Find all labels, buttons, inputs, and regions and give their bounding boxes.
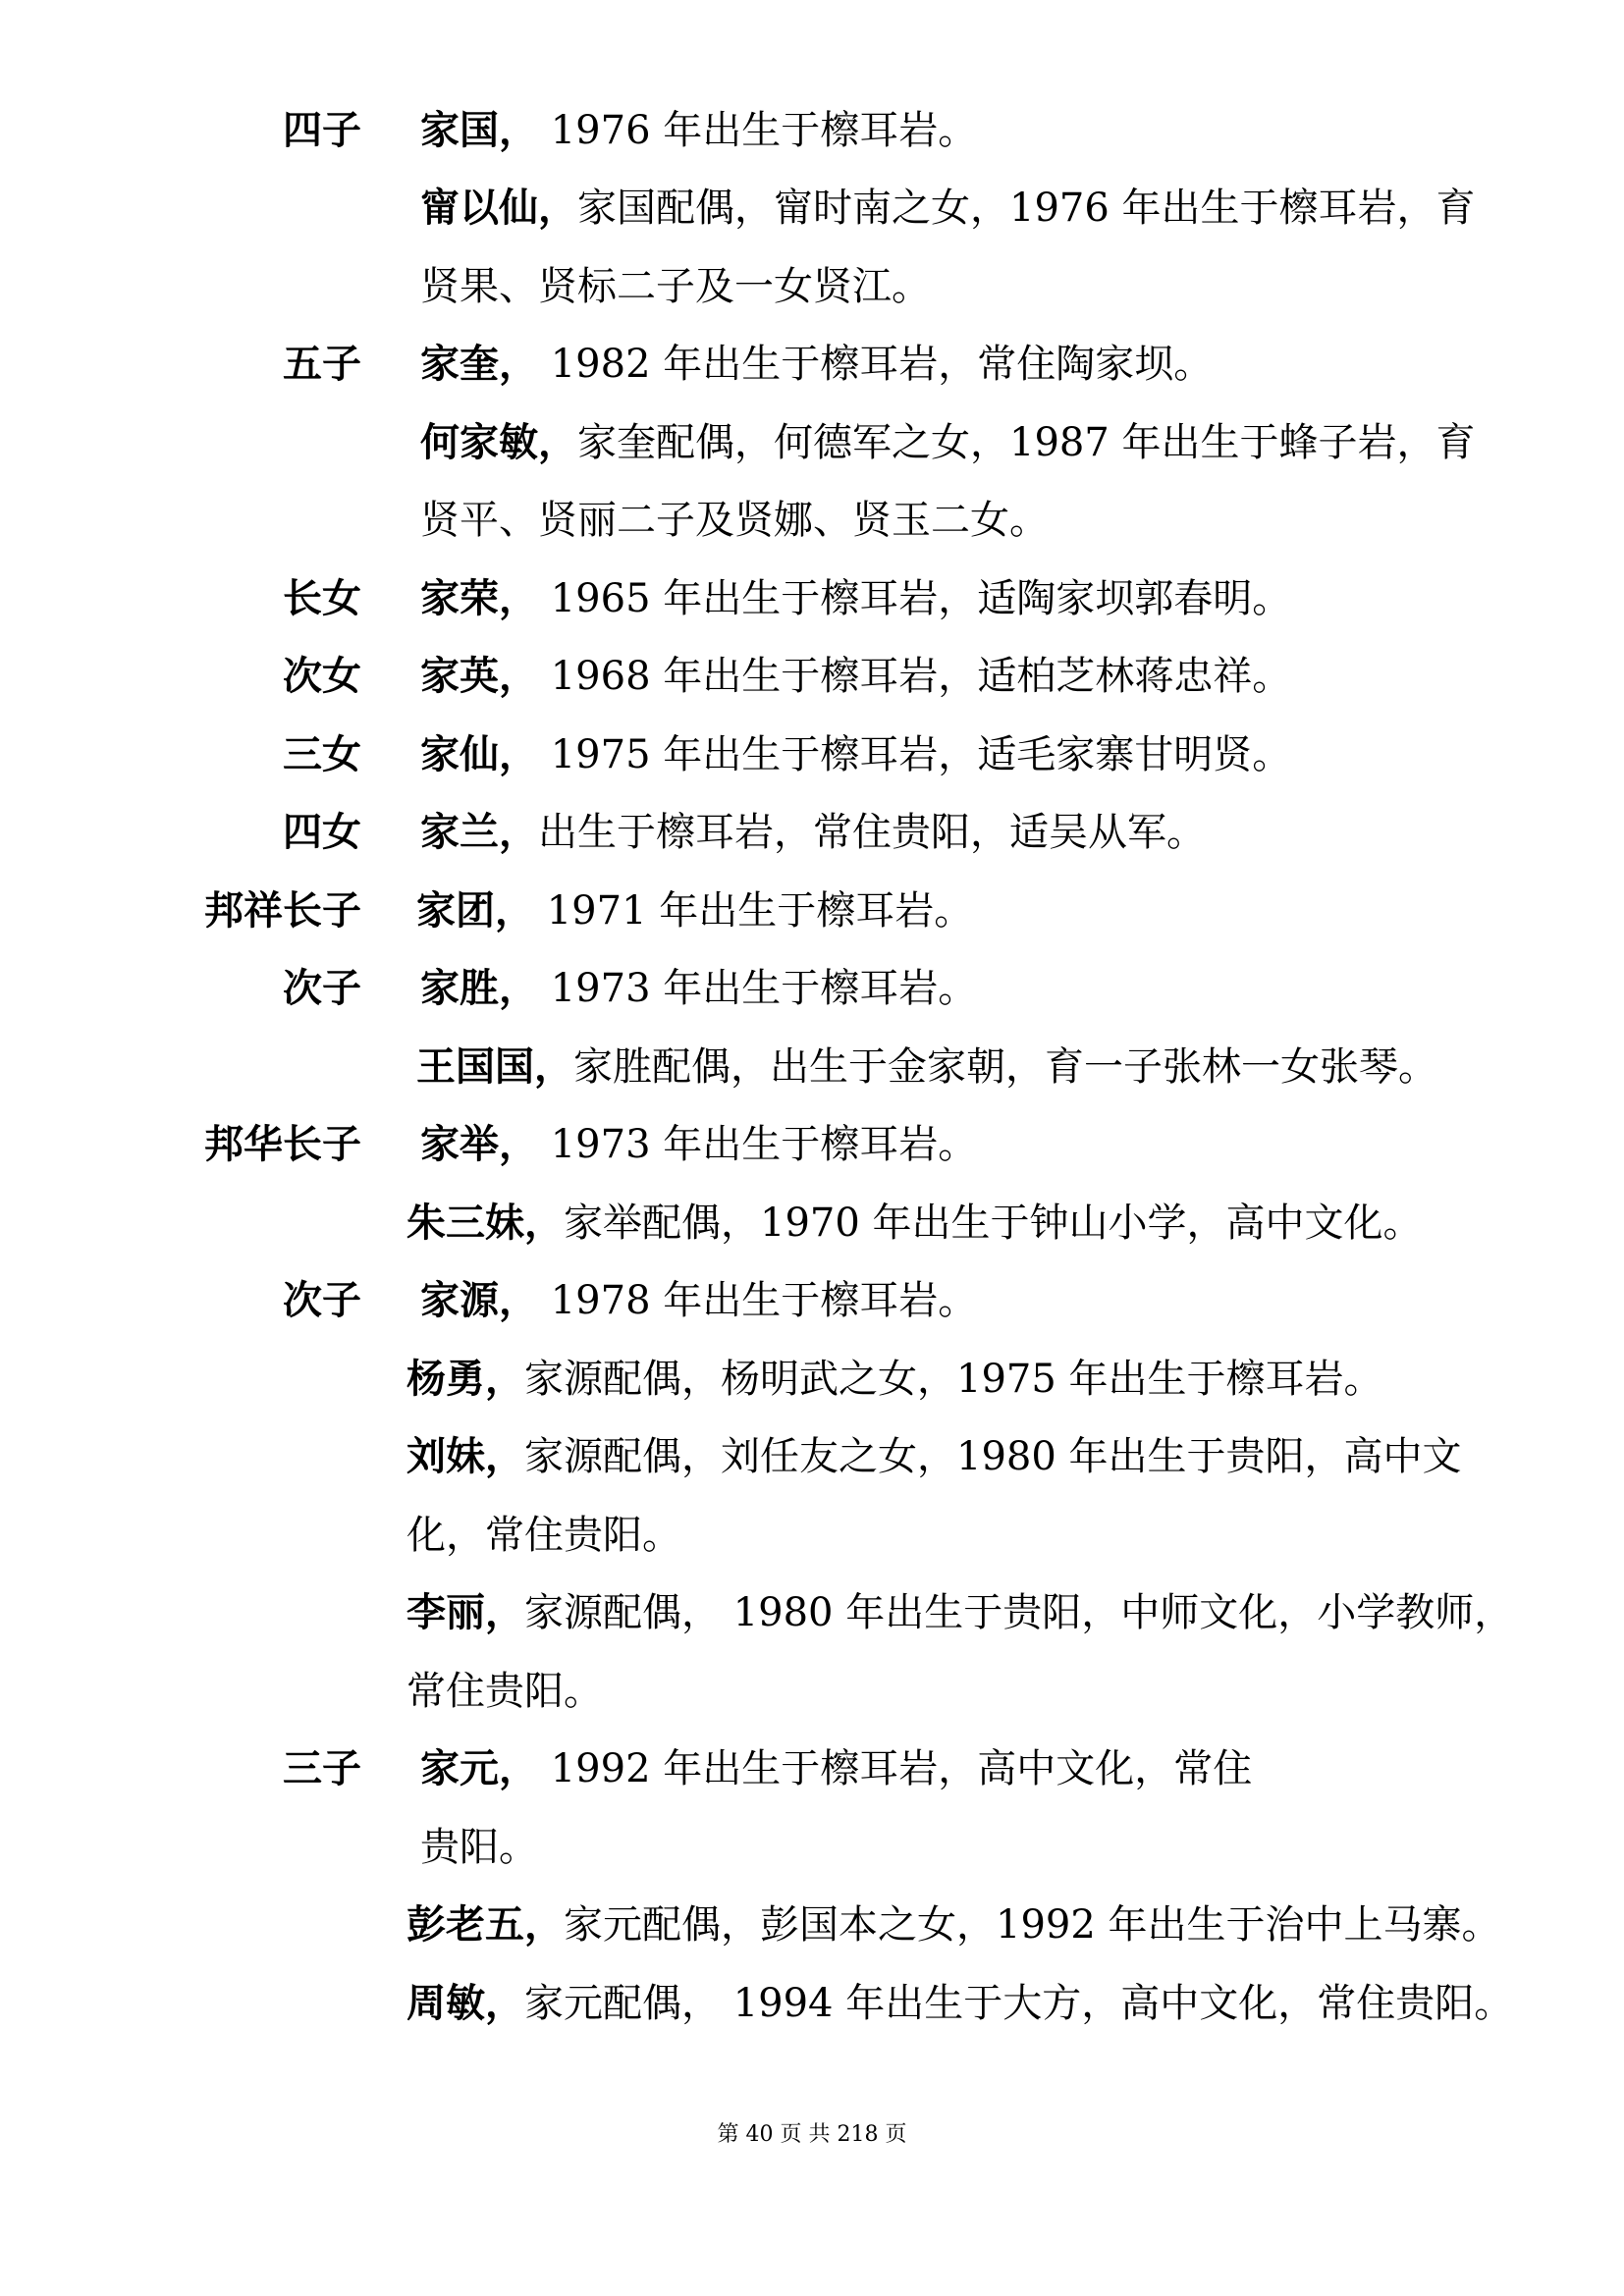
spouse-name: 甯以仙， — [420, 185, 577, 231]
person-details: 家元配偶， 1994 年出生于大方，高中文化，常住贵阳。 — [524, 1981, 1514, 2026]
relation-label: 次子 — [283, 965, 361, 1011]
relation-label: 长女 — [283, 575, 361, 621]
relation-label: 邦祥长子 — [204, 887, 361, 934]
spouse-name: 彭老五， — [406, 1901, 564, 1948]
person-name: 家团， — [416, 887, 534, 934]
relation-label: 五子 — [283, 341, 361, 387]
spouse-name: 刘妹， — [406, 1433, 524, 1479]
spouse-name: 王国国， — [416, 1043, 573, 1090]
person-details: 化，常住贵阳。 — [406, 1513, 681, 1558]
person-details: 贤平、贤丽二子及贤娜、贤玉二女。 — [420, 498, 1049, 543]
person-details: 1973 年出生于檫耳岩。 — [538, 1122, 978, 1167]
person-details: 1978 年出生于檫耳岩。 — [538, 1278, 978, 1323]
person-details: 家源配偶， 1980 年出生于贵阳，中师文化，小学教师， — [524, 1590, 1514, 1635]
page-number-footer: 第 40 页 共 218 页 — [717, 2122, 907, 2147]
person-details: 1992 年出生于檫耳岩，高中文化，常住 — [538, 1746, 1253, 1791]
person-details: 1975 年出生于檫耳岩，适毛家寨甘明贤。 — [538, 732, 1292, 777]
person-details: 常住贵阳。 — [406, 1669, 603, 1714]
person-details: 贵阳。 — [420, 1825, 538, 1870]
person-details: 家源配偶，杨明武之女，1975 年出生于檫耳岩。 — [524, 1357, 1383, 1402]
spouse-name: 朱三妹， — [406, 1200, 564, 1246]
person-details: 1976 年出生于檫耳岩。 — [538, 108, 978, 153]
spouse-name: 何家敏， — [420, 419, 577, 465]
person-details: 1968 年出生于檫耳岩，适柏芝林蒋忠祥。 — [538, 654, 1292, 699]
relation-label: 邦华长子 — [204, 1121, 361, 1167]
person-name: 家源， — [420, 1277, 538, 1323]
relation-label: 次子 — [283, 1277, 361, 1323]
person-name: 家兰， — [420, 809, 538, 855]
person-name: 家举， — [420, 1121, 538, 1167]
person-name: 家元， — [420, 1745, 538, 1791]
person-details: 1965 年出生于檫耳岩，适陶家坝郭春明。 — [538, 576, 1292, 621]
person-details: 1973 年出生于檫耳岩。 — [538, 966, 978, 1011]
person-details: 家元配偶，彭国本之女，1992 年出生于治中上马寨。 — [564, 1902, 1501, 1948]
person-name: 家荣， — [420, 575, 538, 621]
person-details: 家胜配偶，出生于金家朝，育一子张林一女张琴。 — [573, 1044, 1437, 1090]
relation-label: 次女 — [283, 653, 361, 699]
person-name: 家英， — [420, 653, 538, 699]
person-details: 家举配偶，1970 年出生于钟山小学，高中文化。 — [564, 1201, 1423, 1246]
person-name: 家仙， — [420, 731, 538, 777]
spouse-name: 杨勇， — [406, 1356, 524, 1402]
relation-label: 三女 — [283, 731, 361, 777]
person-details: 家奎配偶，何德军之女，1987 年出生于蜂子岩，育 — [577, 420, 1476, 465]
spouse-name: 周敏， — [406, 1980, 524, 2026]
person-details: 1971 年出生于檫耳岩。 — [534, 888, 974, 934]
relation-label: 三子 — [283, 1745, 361, 1791]
spouse-name: 李丽， — [406, 1589, 524, 1635]
person-details: 贤果、贤标二子及一女贤江。 — [420, 264, 931, 309]
person-details: 家源配偶，刘任友之女，1980 年出生于贵阳，高中文 — [524, 1434, 1462, 1479]
relation-label: 四子 — [283, 107, 361, 153]
person-details: 家国配偶，甯时南之女，1976 年出生于檫耳岩，育 — [577, 186, 1476, 231]
person-name: 家奎， — [420, 341, 538, 387]
person-details: 1982 年出生于檫耳岩，常住陶家坝。 — [538, 342, 1214, 387]
person-name: 家胜， — [420, 965, 538, 1011]
relation-label: 四女 — [283, 809, 361, 855]
person-name: 家国， — [420, 107, 538, 153]
person-details: 出生于檫耳岩，常住贵阳，适吴从军。 — [538, 810, 1206, 855]
